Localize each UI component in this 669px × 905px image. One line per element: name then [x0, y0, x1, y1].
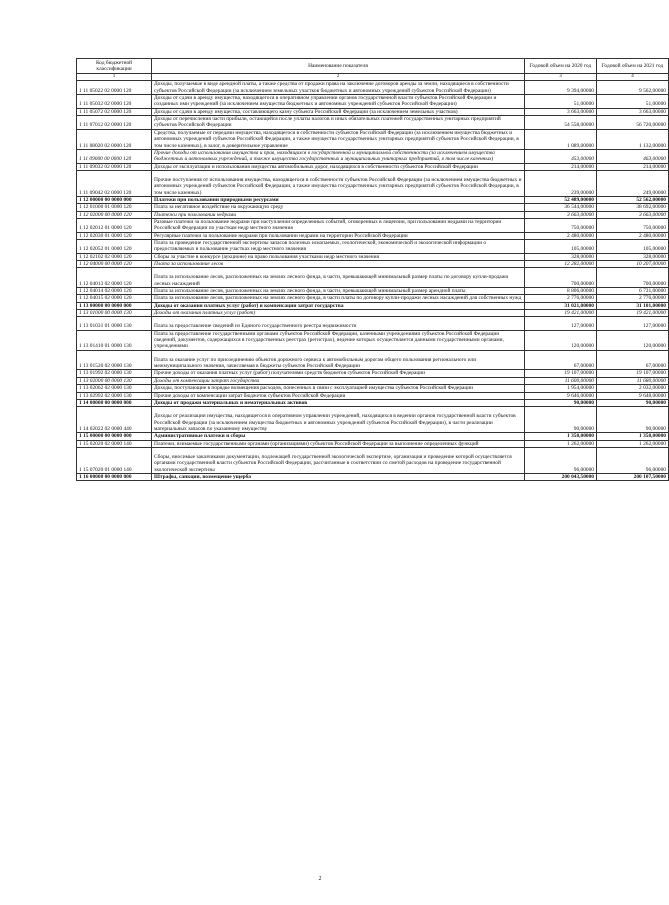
- row-code: 1 14 02022 02 0000 440: [77, 407, 152, 433]
- row-name: Плата за оказание услуг по присоединению объектов дорожного сервиса к автомобильным дорогам общего пользования регионального или межмуниципального значения, зачисляемая в бюджеты субъектов Российской Федерации: [152, 350, 525, 370]
- table-row: [77, 149, 669, 163]
- row-code: 1 13 01520 02 0000 130: [77, 350, 152, 370]
- row-value-2021: 1 262,00000: [597, 440, 669, 447]
- row-code: 1 11 08020 02 0000 120: [77, 129, 152, 149]
- table-row: [77, 433, 669, 440]
- row-name: Плата за использование лесов, расположенных на землях лесного фонда, в части, превышающей минимальный размер арендной платы: [152, 288, 525, 295]
- row-value-2020: 1 954,00000: [525, 385, 597, 392]
- row-code: 1 12 04014 02 0000 120: [77, 288, 152, 295]
- table-row: [77, 163, 669, 170]
- table-row: [77, 108, 669, 115]
- table-row: [77, 253, 669, 260]
- row-code: 1 13 01000 00 0000 130: [77, 310, 152, 317]
- row-code: 1 12 02000 00 0000 120: [77, 211, 152, 218]
- row-code: 1 13 01410 01 0000 130: [77, 330, 152, 350]
- table-row: [77, 204, 669, 211]
- row-name: Доходы от продажи материальных и нематериальных активов: [152, 399, 525, 406]
- table-row: [77, 261, 669, 268]
- row-value-2021: 90,00000: [597, 407, 669, 433]
- row-value-2021: 51,00000: [597, 95, 669, 109]
- table-row: [77, 317, 669, 330]
- row-name: Плата за проведение государственной экспертизы запасов полезных ископаемых, геологической, экономической и экологической информации о предоставляемых в пользование участках недр местного значения: [152, 239, 525, 253]
- row-value-2020: 105,00000: [525, 239, 597, 253]
- header-code: Код бюджетной классификации: [77, 59, 152, 74]
- row-name: Доходы от оказания платных услуг (работ) и компенсации затрат государства: [152, 302, 525, 309]
- row-value-2021: 10 207,00000: [597, 261, 669, 268]
- table-row: [77, 211, 669, 218]
- row-code: 1 11 05072 02 0000 120: [77, 108, 152, 115]
- row-value-2020: 52 489,00000: [525, 196, 597, 203]
- row-name: Административные платежи и сборы: [152, 433, 525, 440]
- table-row: [77, 310, 669, 317]
- row-value-2020: 2 776,00000: [525, 295, 597, 302]
- table-row: [77, 295, 669, 302]
- document-page: [76, 58, 666, 481]
- row-value-2021: 38 692,00000: [597, 204, 669, 211]
- row-value-2021: 200 107,50000: [597, 473, 669, 480]
- row-value-2020: 127,00000: [525, 317, 597, 330]
- row-name: Разовые платежи за пользование недрами при наступлении определенных событий, оговоренных в лицензии, при пользовании недрами на территории Российской Федерации по участкам недр местного значения: [152, 218, 525, 232]
- column-index: 4: [597, 74, 669, 81]
- row-value-2020: 700,00000: [525, 268, 597, 288]
- row-code: 1 12 02030 01 0000 120: [77, 232, 152, 239]
- row-name: Доходы от сдачи в аренду имущества, находящегося в оперативном управлении органов государственной власти субъектов Российской Федерации и созданных ими учреждений (за исключением имущества бюджетных и автономных учреждений субъектов Российской Федерации): [152, 95, 525, 109]
- row-code: 1 13 00000 00 0000 000: [77, 302, 152, 309]
- row-value-2020: 51,00000: [525, 95, 597, 109]
- row-value-2021: 463,00000: [597, 149, 669, 163]
- row-name: Доходы от реализации имущества, находящегося в оперативном управлении учреждений, находящихся в ведении органов государственной власти субъектов Российской Федерации (за исключением имущества бюджетных и автономных учреждений субъектов Российской Федерации), в части реализации материальных запасов по указанному имуществу: [152, 407, 525, 433]
- row-code: 1 12 04015 02 0000 120: [77, 295, 152, 302]
- row-name: Доходы от оказания платных услуг (работ): [152, 310, 525, 317]
- row-value-2021: 214,00000: [597, 163, 669, 170]
- row-name: Платежи, взимаемые государственными органами (организациями) субъектов Российской Федерации за выполнение определенных функций: [152, 440, 525, 447]
- row-value-2021: 19 107,00000: [597, 370, 669, 377]
- row-name: Доходы от эксплуатации и использования имущества автомобильных дорог, находящихся в собственности субъектов Российской Федерации: [152, 163, 525, 170]
- row-name: Средства, получаемые от передачи имущества, находящегося в собственности субъектов Российской Федерации (за исключением имущества бюджетных и автономных учреждений субъектов Российской Федерации, а также имущества государственных унитарных предприятий субъектов Российской Федерации, в том числе казенных), в залог, в доверительное управление: [152, 129, 525, 149]
- row-name: Доходы, получаемые в виде арендной платы, а также средства от продажи права на заключение договоров аренды за земли, находящиеся в собственности субъектов Российской Федерации (за исключением земельных участков бюджетных и автономных учреждений субъектов Российской Федерации): [152, 81, 525, 95]
- table-row: [77, 330, 669, 350]
- table-row: [77, 473, 669, 480]
- row-name: Доходы от перечисления части прибыли, остающейся после уплаты налогов и иных обязательных платежей государственных унитарных предприятий субъектов Российской Федерации: [152, 116, 525, 130]
- row-value-2020: 8 806,00000: [525, 288, 597, 295]
- row-value-2020: 90,00000: [525, 399, 597, 406]
- row-value-2020: 214,00000: [525, 163, 597, 170]
- column-index: 2: [152, 74, 525, 81]
- row-value-2021: 3 663,00000: [597, 211, 669, 218]
- row-code: 1 11 09042 02 0000 120: [77, 170, 152, 196]
- row-value-2021: 1 358,00000: [597, 433, 669, 440]
- row-value-2020: 328,00000: [525, 253, 597, 260]
- table-row: [77, 81, 669, 95]
- row-value-2020: 90,00000: [525, 407, 597, 433]
- table-header-row: [77, 59, 669, 74]
- row-code: 1 14 00000 00 0000 000: [77, 399, 152, 406]
- table-row: [77, 370, 669, 377]
- row-value-2021: 31 101,00000: [597, 302, 669, 309]
- row-code: 1 13 02992 02 0000 130: [77, 392, 152, 399]
- row-value-2020: 239,00000: [525, 170, 597, 196]
- table-row: [77, 407, 669, 433]
- row-value-2021: 9 648,00000: [597, 392, 669, 399]
- row-code: 1 12 00000 00 0000 000: [77, 196, 152, 203]
- table-row: [77, 377, 669, 384]
- row-value-2021: 328,00000: [597, 253, 669, 260]
- row-value-2021: 2 480,00000: [597, 232, 669, 239]
- row-name: Регулярные платежи за пользование недрами при пользовании недрами на территории Российской Федерации: [152, 232, 525, 239]
- table-row: [77, 116, 669, 130]
- column-index: 1: [77, 74, 152, 81]
- row-value-2020: 54 558,00000: [525, 116, 597, 130]
- row-value-2020: 11 600,00000: [525, 377, 597, 384]
- row-value-2021: 105,00000: [597, 239, 669, 253]
- row-value-2021: 120,00000: [597, 330, 669, 350]
- page-number: 2: [318, 876, 322, 882]
- row-code: 1 11 05022 02 0000 120: [77, 81, 152, 95]
- table-row: [77, 399, 669, 406]
- row-value-2021: 67,00000: [597, 350, 669, 370]
- table-row: [77, 95, 669, 109]
- row-code: 1 13 02062 02 0000 130: [77, 385, 152, 392]
- row-code: 1 15 07020 01 0000 140: [77, 447, 152, 473]
- row-code: 1 12 02102 02 0000 120: [77, 253, 152, 260]
- row-value-2021: 9 562,00000: [597, 81, 669, 95]
- row-value-2021: 2 032,00000: [597, 385, 669, 392]
- row-code: 1 12 02012 01 0000 120: [77, 218, 152, 232]
- row-value-2020: 1 089,00000: [525, 129, 597, 149]
- table-row: [77, 447, 669, 473]
- table-row: [77, 232, 669, 239]
- row-name: Платежи при пользовании природными ресурсами: [152, 196, 525, 203]
- row-name: Доходы от сдачи в аренду имущества, составляющего казну субъекта Российской Федерации (за исключением земельных участков): [152, 108, 525, 115]
- row-value-2020: 12 282,00000: [525, 261, 597, 268]
- row-value-2021: 56 720,00000: [597, 116, 669, 130]
- row-value-2020: 9 394,00000: [525, 81, 597, 95]
- row-name: Прочие доходы от использования имущества и прав, находящихся в государственной и муниципальной собственности (за исключением имущества бюджетных и автономных учреждений, а также имущества государственных и муниципальных унитарных предприятий, в том числе казенных): [152, 149, 525, 163]
- row-value-2021: 19 421,00000: [597, 310, 669, 317]
- header-2020: Годовой объем на 2020 год: [525, 59, 597, 74]
- row-name: Сборы за участие в конкурсе (аукционе) на право пользования участками недр местного значения: [152, 253, 525, 260]
- row-name: Сборы, вносимые заказчиками документации, подлежащей государственной экологической экспертизе, организация и проведение которой осуществляется органами государственной власти субъектов Российской Федерации, рассчитанные в соответствии со сметой расходов на проведение государственной экологической экспертизы: [152, 447, 525, 473]
- header-name: Наименование показателя: [152, 59, 525, 74]
- row-name: Доходы от компенсации затрат государства: [152, 377, 525, 384]
- row-value-2020: 453,00000: [525, 149, 597, 163]
- row-code: 1 13 01031 01 0000 130: [77, 317, 152, 330]
- row-code: 1 12 04013 02 0000 120: [77, 268, 152, 288]
- row-value-2020: 200 043,50000: [525, 473, 597, 480]
- row-name: Плата за использование лесов, расположенных на землях лесного фонда, в части платы по договору купли-продажи лесных насаждений для собственных нужд: [152, 295, 525, 302]
- row-code: 1 12 04000 00 0000 120: [77, 261, 152, 268]
- row-value-2021: 700,00000: [597, 268, 669, 288]
- row-value-2020: 19 421,00000: [525, 310, 597, 317]
- row-value-2021: 96,00000: [597, 447, 669, 473]
- row-name: Плата за использование лесов, расположенных на землях лесного фонда, в части, превышающей минимальный размер платы по договору купли-продажи лесных насаждений: [152, 268, 525, 288]
- row-value-2020: 19 107,00000: [525, 370, 597, 377]
- row-code: 1 16 00000 00 0000 000: [77, 473, 152, 480]
- row-value-2021: 11 680,00000: [597, 377, 669, 384]
- row-code: 1 11 07012 02 0000 120: [77, 116, 152, 130]
- row-value-2020: 2 480,00000: [525, 232, 597, 239]
- row-code: 1 13 02000 00 0000 130: [77, 377, 152, 384]
- row-code: 1 11 09032 02 0000 120: [77, 163, 152, 170]
- row-code: 1 15 02020 02 0000 140: [77, 440, 152, 447]
- row-name: Платежи при пользовании недрами: [152, 211, 525, 218]
- row-value-2021: 90,00000: [597, 399, 669, 406]
- row-name: Плата за использование лесов: [152, 261, 525, 268]
- table-row: [77, 288, 669, 295]
- row-code: 1 11 09000 00 0000 120: [77, 149, 152, 163]
- table-row: [77, 239, 669, 253]
- column-index-row: [77, 74, 669, 81]
- table-row: [77, 268, 669, 288]
- row-value-2021: 750,00000: [597, 218, 669, 232]
- table-row: [77, 440, 669, 447]
- row-value-2020: 3 663,00000: [525, 108, 597, 115]
- row-code: 1 13 01992 02 0000 130: [77, 370, 152, 377]
- row-value-2021: 3 663,00000: [597, 108, 669, 115]
- revenue-table: [76, 58, 669, 481]
- row-code: 1 12 02052 01 0000 120: [77, 239, 152, 253]
- row-name: Плата за предоставление сведений из Единого государственного реестра недвижимости: [152, 317, 525, 330]
- row-value-2020: 96,00000: [525, 447, 597, 473]
- row-code: 1 11 05032 02 0000 120: [77, 95, 152, 109]
- row-code: 1 15 00000 00 0000 000: [77, 433, 152, 440]
- table-row: [77, 350, 669, 370]
- table-row: [77, 129, 669, 149]
- row-value-2020: 9 646,00000: [525, 392, 597, 399]
- column-index: 3: [525, 74, 597, 81]
- row-name: Прочие доходы от оказания платных услуг (работ) получателями средств бюджетов субъектов Российской Федерации: [152, 370, 525, 377]
- row-name: Прочие поступления от использования имущества, находящегося в собственности субъектов Российской Федерации (за исключением имущества бюджетных и автономных учреждений субъектов Российской Федерации, а также имущества государственных унитарных предприятий субъектов Российской Федерации, в том числе казенных): [152, 170, 525, 196]
- table-row: [77, 218, 669, 232]
- row-value-2020: 750,00000: [525, 218, 597, 232]
- row-code: 1 12 01000 01 0000 120: [77, 204, 152, 211]
- row-value-2020: 3 663,00000: [525, 211, 597, 218]
- row-name: Прочие доходы от компенсации затрат бюджетов субъектов Российской Федерации: [152, 392, 525, 399]
- table-row: [77, 302, 669, 309]
- row-name: Доходы, поступающие в порядке возмещения расходов, понесенных в связи с эксплуатацией имущества субъектов Российской Федерации: [152, 385, 525, 392]
- row-name: Плата за негативное воздействие на окружающую среду: [152, 204, 525, 211]
- row-value-2021: 6 731,00000: [597, 288, 669, 295]
- row-value-2021: 52 562,00000: [597, 196, 669, 203]
- row-value-2020: 67,00000: [525, 350, 597, 370]
- row-value-2021: 1 132,00000: [597, 129, 669, 149]
- row-value-2020: 120,00000: [525, 330, 597, 350]
- table-row: [77, 392, 669, 399]
- table-body: [77, 81, 669, 481]
- row-value-2021: 249,00000: [597, 170, 669, 196]
- row-name: Плата за предоставление государственными органами субъектов Российской Федерации, казенными учреждениями субъектов Российской Федерации сведений, документов, содержащихся в государственных реестрах (регистрах), ведение которых осуществляется данными государственными органами, учреждениями: [152, 330, 525, 350]
- row-value-2020: 1 358,00000: [525, 433, 597, 440]
- table-row: [77, 170, 669, 196]
- row-name: Штрафы, санкции, возмещение ущерба: [152, 473, 525, 480]
- row-value-2020: 1 262,00000: [525, 440, 597, 447]
- row-value-2021: 127,00000: [597, 317, 669, 330]
- row-value-2020: 31 021,00000: [525, 302, 597, 309]
- row-value-2020: 36 544,00000: [525, 204, 597, 211]
- header-2021: Годовой объем на 2021 год: [597, 59, 669, 74]
- table-row: [77, 196, 669, 203]
- table-row: [77, 385, 669, 392]
- row-value-2021: 2 776,00000: [597, 295, 669, 302]
